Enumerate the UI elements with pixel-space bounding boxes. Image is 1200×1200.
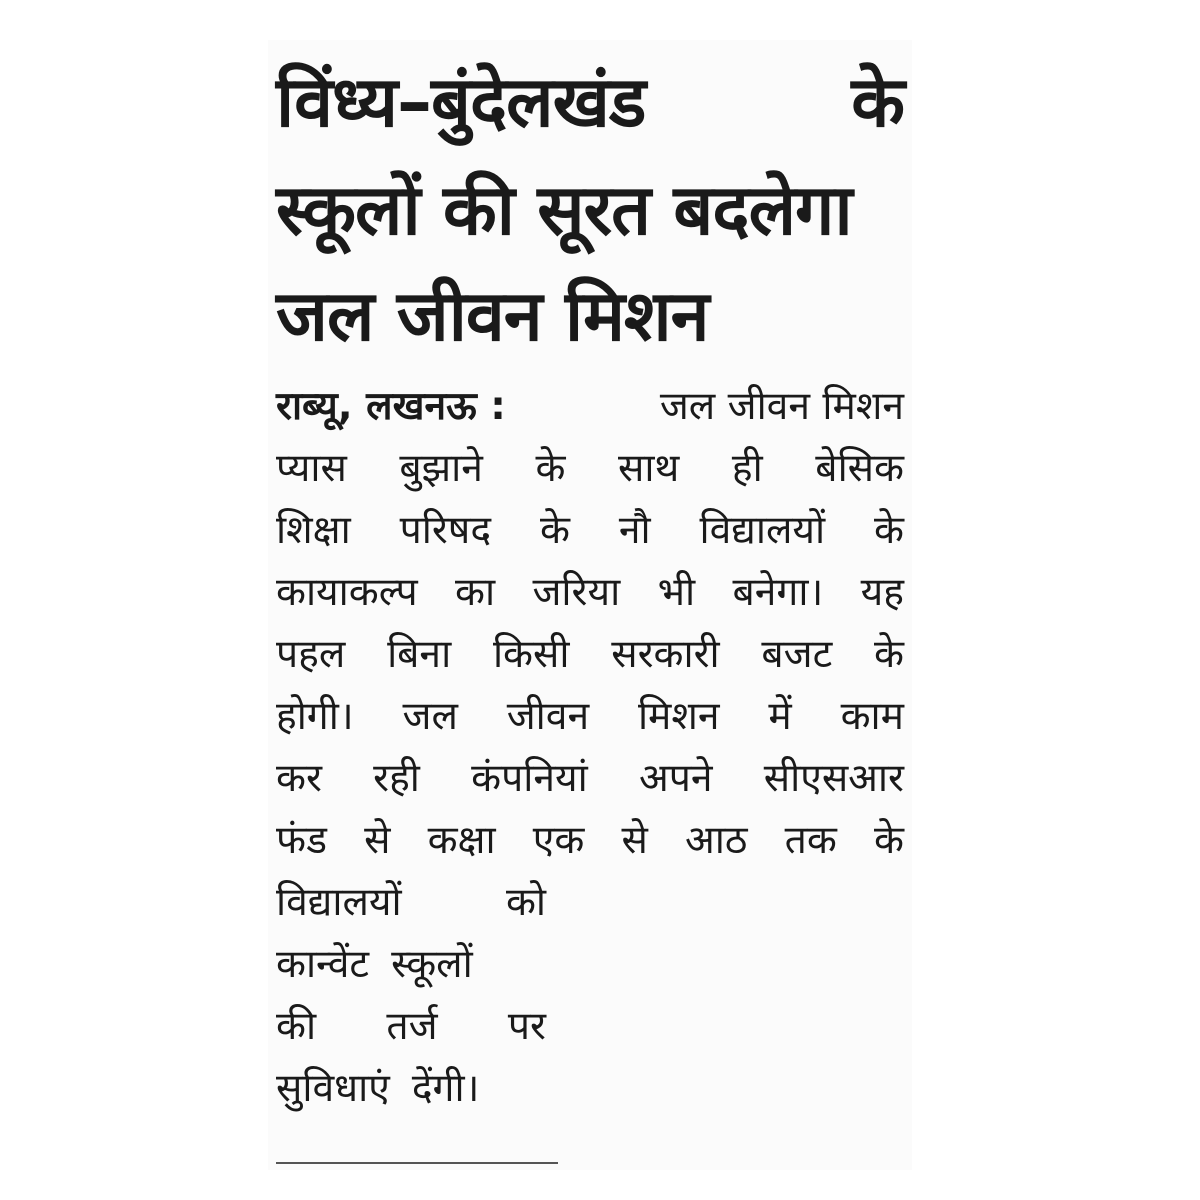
body-line	[276, 810, 904, 872]
word: शिक्षा	[276, 508, 351, 553]
word: विद्यालयों	[276, 880, 402, 925]
body-line	[276, 562, 904, 624]
word: स्कूलों	[391, 942, 473, 987]
word: को	[505, 880, 546, 925]
column-end-rule	[276, 1162, 558, 1164]
word: भी	[657, 570, 696, 615]
word: पहल	[276, 632, 346, 677]
word: कर	[276, 756, 322, 801]
word: कान्वेंट	[276, 942, 370, 987]
body-line	[276, 934, 546, 996]
word: तक	[784, 818, 837, 863]
body-line	[276, 438, 904, 500]
word: सरकारी	[611, 632, 720, 677]
word: बिना	[387, 632, 452, 677]
word: जरिया	[532, 570, 621, 615]
body-line	[276, 872, 546, 934]
word: तर्ज	[386, 1004, 438, 1049]
headline-line-1	[276, 48, 904, 156]
word: जीवन	[506, 694, 590, 739]
word: जल	[402, 694, 458, 739]
body-line	[276, 996, 546, 1058]
word: के	[873, 818, 904, 863]
word: कक्षा	[427, 818, 496, 863]
dateline: राब्यू, लखनऊ :	[276, 384, 506, 429]
word: बनेगा।	[732, 570, 824, 615]
word: पर	[507, 1004, 546, 1049]
word: देंगी।	[411, 1066, 480, 1111]
word: के	[874, 508, 904, 553]
word: सुविधाएं	[276, 1066, 390, 1111]
word: नौ	[618, 508, 651, 553]
word: अपने	[638, 756, 713, 801]
headline-line-1-part-b: के	[851, 61, 904, 143]
word: होगी।	[276, 694, 354, 739]
word: रही	[373, 756, 420, 801]
word: आठ	[684, 818, 748, 863]
word: के	[539, 508, 570, 553]
word: के	[535, 446, 566, 491]
body-line	[276, 748, 904, 810]
word: किसी	[492, 632, 570, 677]
headline-line-3: जल जीवन मिशन	[276, 275, 709, 357]
word: परिषद	[399, 508, 492, 553]
headline-line-1-part-a: विंध्य–बुंदेलखंड	[276, 61, 646, 143]
word: फंड	[276, 818, 327, 863]
word: के	[874, 632, 904, 677]
word: बेसिक	[815, 446, 904, 491]
word: विद्यालयों	[699, 508, 826, 553]
word: कंपनियां	[471, 756, 588, 801]
body-line	[276, 624, 904, 686]
body-line	[276, 686, 904, 748]
headline-line-2: स्कूलों की सूरत बदलेगा	[276, 169, 852, 251]
body-line	[276, 500, 904, 562]
word: कायाकल्प	[276, 570, 418, 615]
body-line	[276, 376, 904, 438]
word: से	[364, 818, 391, 863]
newspaper-clipping	[268, 40, 912, 1170]
word: साथ	[617, 446, 680, 491]
word: की	[276, 1004, 317, 1049]
word: सीएसआर	[763, 756, 904, 801]
word: बजट	[761, 632, 833, 677]
word: मिशन	[637, 694, 720, 739]
word: काम	[840, 694, 904, 739]
word: से	[621, 818, 648, 863]
word: का	[455, 570, 496, 615]
word: एक	[532, 818, 585, 863]
word: बुझाने	[399, 446, 483, 491]
body-line-text: जल जीवन मिशन	[659, 384, 904, 429]
word: ही	[731, 446, 763, 491]
word: में	[768, 694, 792, 739]
word: प्यास	[276, 446, 347, 491]
word: यह	[860, 570, 904, 615]
body-line	[276, 1058, 546, 1120]
